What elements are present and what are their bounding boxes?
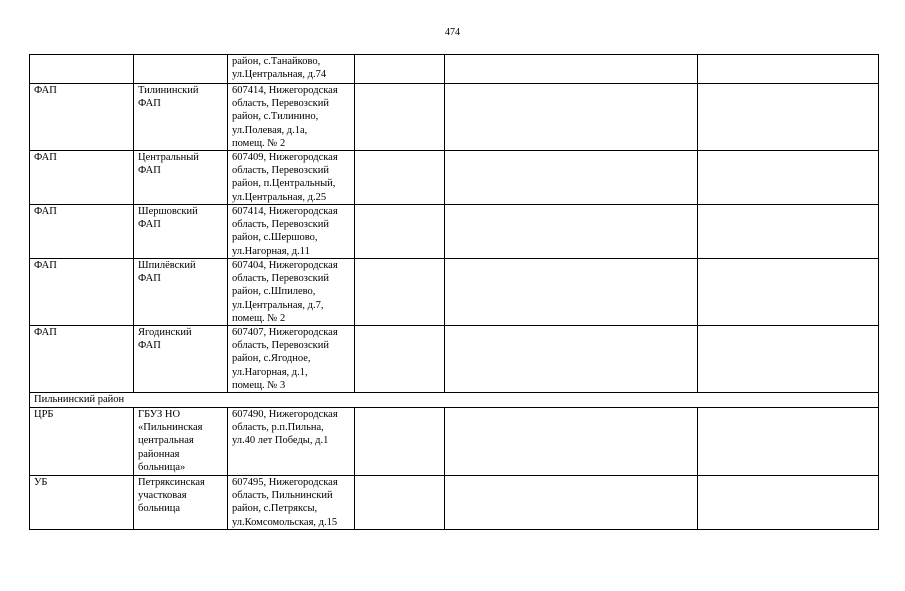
- cell-empty: [355, 326, 445, 393]
- cell-type: ЦРБ: [30, 408, 134, 476]
- table-row: [30, 205, 879, 259]
- cell-type: ФАП: [30, 205, 134, 259]
- cell-type: ФАП: [30, 259, 134, 326]
- page-number: 474: [445, 27, 460, 38]
- cell-name: Ягодинский ФАП: [134, 326, 228, 393]
- cell-type: [30, 55, 134, 84]
- cell-empty: [445, 408, 698, 476]
- cell-name: Тилининский ФАП: [134, 84, 228, 151]
- table-row: [30, 259, 879, 326]
- cell-empty: [698, 84, 879, 151]
- cell-empty: [445, 476, 698, 530]
- table-row: [30, 476, 879, 530]
- cell-empty: [355, 259, 445, 326]
- cell-empty: [355, 205, 445, 259]
- cell-empty: [445, 326, 698, 393]
- table-row: [30, 55, 879, 84]
- cell-empty: [445, 259, 698, 326]
- cell-type: УБ: [30, 476, 134, 530]
- cell-name: [134, 55, 228, 84]
- facilities-table: [29, 54, 879, 530]
- cell-empty: [355, 55, 445, 84]
- cell-empty: [698, 476, 879, 530]
- cell-address: 607409, Нижегородская область, Перевозский район, п.Центральный, ул.Центральная, д.25: [228, 151, 355, 205]
- section-row: [30, 393, 879, 408]
- cell-empty: [698, 259, 879, 326]
- table-row: [30, 84, 879, 151]
- cell-empty: [355, 84, 445, 151]
- cell-address: 607407, Нижегородская область, Перевозский район, с.Ягодное, ул.Нагорная, д.1, помещ. № 3: [228, 326, 355, 393]
- cell-name: Центральный ФАП: [134, 151, 228, 205]
- cell-empty: [698, 326, 879, 393]
- cell-empty: [445, 55, 698, 84]
- cell-empty: [445, 205, 698, 259]
- cell-name: Петряксинская участковая больница: [134, 476, 228, 530]
- cell-empty: [355, 476, 445, 530]
- cell-address: 607414, Нижегородская область, Перевозский район, с.Шершово, ул.Нагорная, д.11: [228, 205, 355, 259]
- cell-type: ФАП: [30, 84, 134, 151]
- cell-type: ФАП: [30, 151, 134, 205]
- cell-name: Шпилёвский ФАП: [134, 259, 228, 326]
- cell-empty: [355, 151, 445, 205]
- cell-address: 607414, Нижегородская область, Перевозский район, с.Тилинино, ул.Полевая, д.1а, помещ. № 2: [228, 84, 355, 151]
- cell-empty: [698, 55, 879, 84]
- cell-empty: [698, 205, 879, 259]
- cell-name: Шершовский ФАП: [134, 205, 228, 259]
- cell-address: 607495, Нижегородская область, Пильнинский район, с.Петряксы, ул.Комсомольская, д.15: [228, 476, 355, 530]
- cell-empty: [445, 84, 698, 151]
- table-row: [30, 326, 879, 393]
- cell-type: ФАП: [30, 326, 134, 393]
- cell-address: район, с.Танайково, ул.Центральная, д.74: [228, 55, 355, 84]
- cell-address: 607404, Нижегородская область, Перевозский район, с.Шпилево, ул.Центральная, д.7, помещ. № 2: [228, 259, 355, 326]
- cell-empty: [355, 408, 445, 476]
- table-row: [30, 151, 879, 205]
- cell-address: 607490, Нижегородская область, р.п.Пильна, ул.40 лет Победы, д.1: [228, 408, 355, 476]
- section-heading: Пильнинский район: [30, 393, 879, 408]
- cell-name: ГБУЗ НО «Пильнинская центральная районная больница»: [134, 408, 228, 476]
- table-row: [30, 408, 879, 476]
- cell-empty: [698, 151, 879, 205]
- cell-empty: [698, 408, 879, 476]
- cell-empty: [445, 151, 698, 205]
